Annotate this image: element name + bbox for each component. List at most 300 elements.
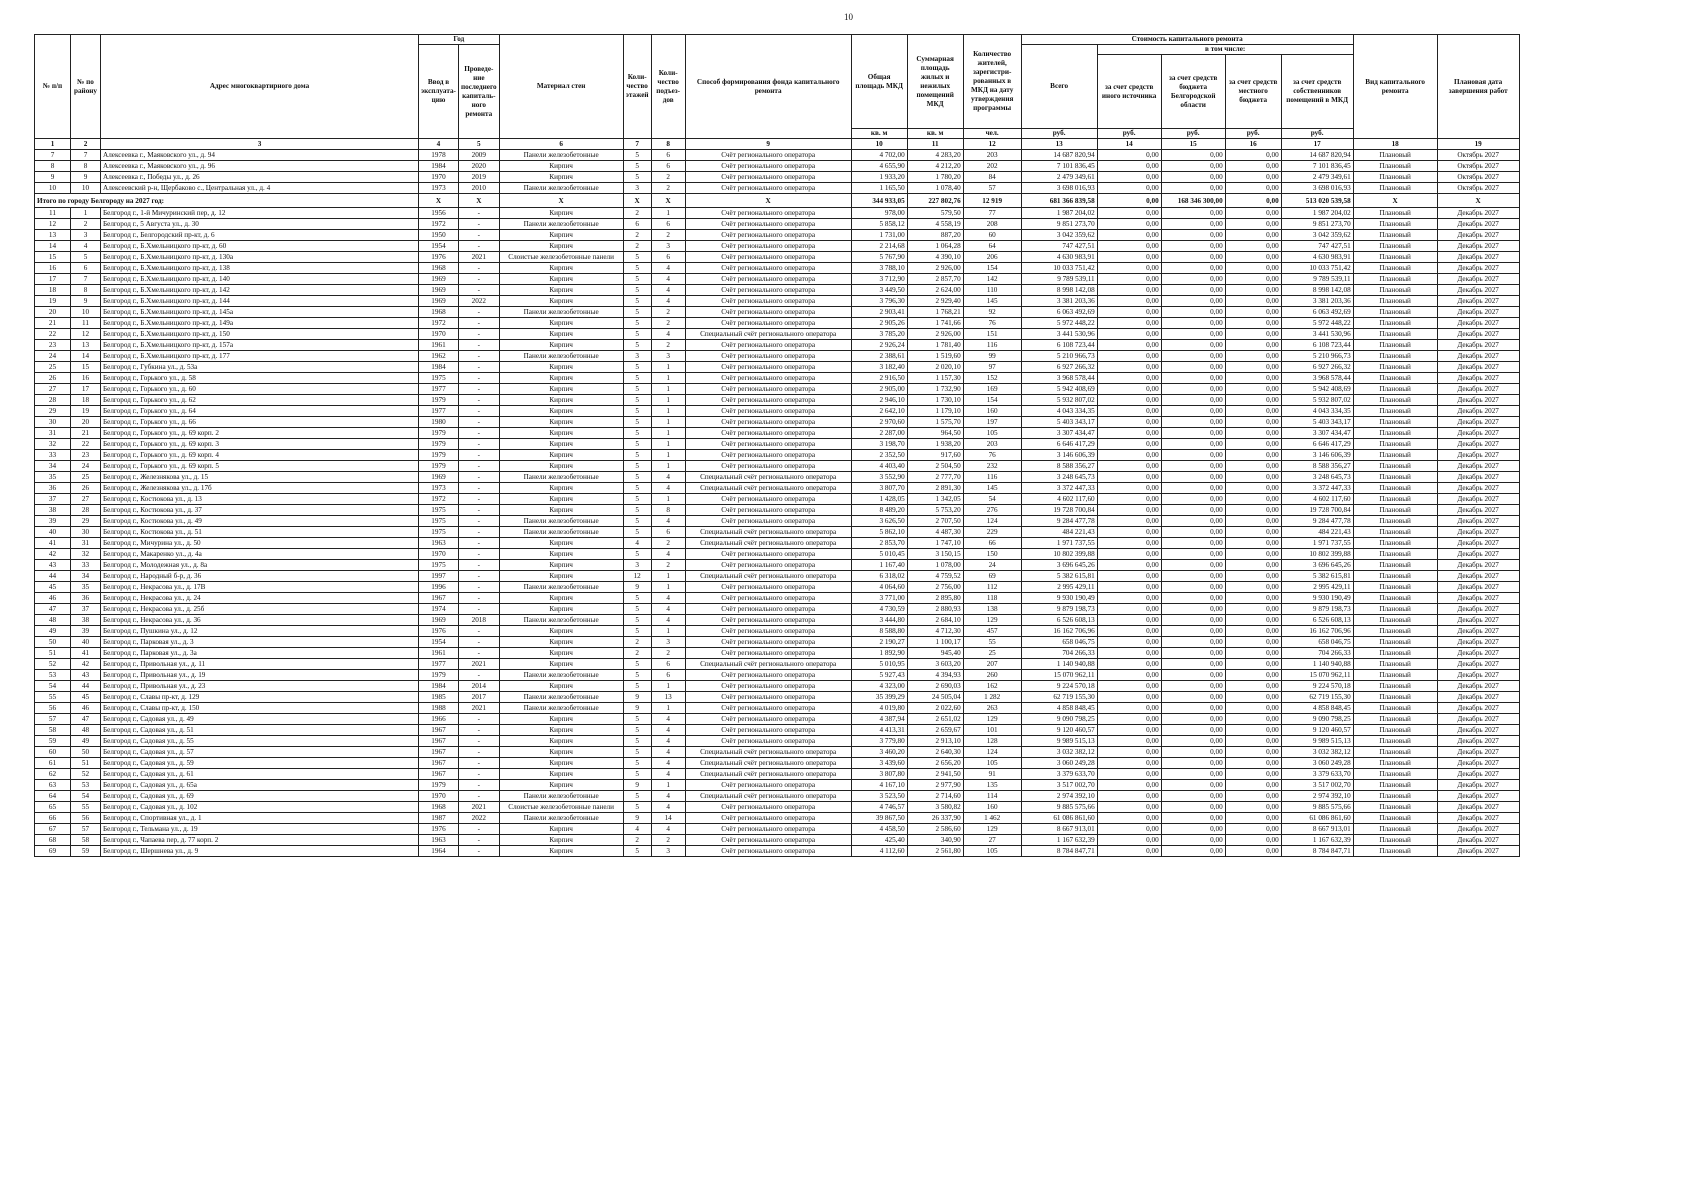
table-cell: Панели железобетонные: [499, 183, 623, 194]
table-cell: 10 802 399,88: [1281, 549, 1353, 560]
table-cell: 0,00: [1097, 183, 1161, 194]
table-cell: 0,00: [1097, 659, 1161, 670]
table-cell: 26: [35, 373, 71, 384]
table-cell: 5: [623, 417, 651, 428]
table-cell: -: [458, 835, 499, 846]
table-cell: 0,00: [1097, 461, 1161, 472]
table-cell: Белгород г., Садовая ул., д. 59: [101, 758, 419, 769]
table-cell: 16: [35, 263, 71, 274]
table-cell: 6 108 723,44: [1021, 340, 1097, 351]
table-cell: -: [458, 351, 499, 362]
table-cell: 7: [71, 150, 101, 161]
table-cell: 1 732,90: [907, 384, 963, 395]
table-row: [35, 494, 1520, 505]
table-cell: -: [458, 417, 499, 428]
table-cell: 3 372 447,33: [1021, 483, 1097, 494]
table-row: [35, 296, 1520, 307]
table-cell: 3 248 645,73: [1021, 472, 1097, 483]
table-cell: 0,00: [1097, 351, 1161, 362]
table-cell: 5 932 807,02: [1281, 395, 1353, 406]
table-cell: 9 930 190,49: [1281, 593, 1353, 604]
table-cell: 32: [71, 549, 101, 560]
column-number: 3: [101, 139, 419, 150]
table-cell: Декабрь 2027: [1437, 219, 1519, 230]
table-cell: Декабрь 2027: [1437, 373, 1519, 384]
table-cell: -: [458, 824, 499, 835]
table-cell: 5: [623, 758, 651, 769]
table-cell: Белгород г., Тельмана ул., д. 19: [101, 824, 419, 835]
table-cell: Декабрь 2027: [1437, 296, 1519, 307]
table-cell: Счёт регионального оператора: [685, 172, 851, 183]
table-cell: Октябрь 2027: [1437, 183, 1519, 194]
table-cell: Счёт регионального оператора: [685, 395, 851, 406]
table-cell: 30: [35, 417, 71, 428]
table-cell: 2 690,03: [907, 681, 963, 692]
table-cell: 7 101 836,45: [1281, 161, 1353, 172]
table-cell: 0,00: [1097, 813, 1161, 824]
table-cell: 18: [35, 285, 71, 296]
table-cell: -: [458, 648, 499, 659]
table-cell: 1996: [419, 582, 459, 593]
total-cell: 513 020 539,58: [1281, 194, 1353, 208]
table-cell: Белгород г., Садовая ул., д. 65а: [101, 780, 419, 791]
table-cell: 0,00: [1097, 230, 1161, 241]
table-cell: Декабрь 2027: [1437, 648, 1519, 659]
table-cell: 2: [651, 183, 685, 194]
table-cell: 1984: [419, 161, 459, 172]
table-cell: Декабрь 2027: [1437, 703, 1519, 714]
table-cell: 1: [651, 780, 685, 791]
table-cell: 2: [623, 648, 651, 659]
table-cell: -: [458, 791, 499, 802]
table-cell: 4 283,20: [907, 150, 963, 161]
col-header-local-budget: за счет средств местного бюджета: [1225, 55, 1281, 129]
table-cell: 0,00: [1161, 329, 1225, 340]
table-cell: 0,00: [1161, 183, 1225, 194]
table-cell: 2 190,27: [851, 637, 907, 648]
table-cell: Счёт регионального оператора: [685, 150, 851, 161]
capital-repair-table-sheet: [34, 34, 1520, 857]
table-cell: 3 626,50: [851, 516, 907, 527]
table-cell: 232: [963, 461, 1021, 472]
table-cell: Декабрь 2027: [1437, 626, 1519, 637]
table-cell: 160: [963, 406, 1021, 417]
table-cell: 19: [35, 296, 71, 307]
table-cell: Плановый: [1353, 813, 1437, 824]
table-cell: 1967: [419, 736, 459, 747]
col-header-commissioning: Ввод в эксплуата-цию: [419, 45, 459, 139]
table-cell: 3: [623, 560, 651, 571]
table-cell: 0,00: [1225, 307, 1281, 318]
total-cell: X: [419, 194, 459, 208]
table-cell: 138: [963, 604, 1021, 615]
table-cell: Белгород г., Горького ул., д. 69 корп. 3: [101, 439, 419, 450]
table-cell: 2 777,70: [907, 472, 963, 483]
table-cell: Декабрь 2027: [1437, 483, 1519, 494]
table-cell: 5: [623, 626, 651, 637]
table-cell: Счёт регионального оператора: [685, 505, 851, 516]
table-cell: 2022: [458, 296, 499, 307]
table-cell: 2 926,00: [907, 263, 963, 274]
table-cell: 60: [963, 230, 1021, 241]
table-cell: Декабрь 2027: [1437, 406, 1519, 417]
table-cell: 0,00: [1161, 274, 1225, 285]
table-cell: Плановый: [1353, 769, 1437, 780]
table-cell: Плановый: [1353, 747, 1437, 758]
table-cell: 69: [35, 846, 71, 857]
table-cell: 0,00: [1097, 483, 1161, 494]
table-cell: 0,00: [1097, 373, 1161, 384]
table-cell: 8 784 847,71: [1281, 846, 1353, 857]
table-cell: 0,00: [1225, 758, 1281, 769]
table-cell: Панели железобетонные: [499, 150, 623, 161]
table-cell: Белгород г., Некрасова ул., д. 24: [101, 593, 419, 604]
table-cell: 11: [71, 318, 101, 329]
table-cell: -: [458, 549, 499, 560]
table-cell: 11: [35, 208, 71, 219]
table-cell: 4 390,10: [907, 252, 963, 263]
table-cell: 3 698 016,93: [1281, 183, 1353, 194]
table-cell: 0,00: [1225, 395, 1281, 406]
table-cell: 3: [651, 846, 685, 857]
table-cell: 2 926,00: [907, 329, 963, 340]
table-cell: Белгород г., Костюкова ул., д. 49: [101, 516, 419, 527]
table-cell: 124: [963, 516, 1021, 527]
column-number: 5: [458, 139, 499, 150]
table-cell: 3 460,20: [851, 747, 907, 758]
table-cell: 1: [651, 571, 685, 582]
table-cell: 1: [651, 362, 685, 373]
table-cell: 0,00: [1097, 263, 1161, 274]
table-cell: 52: [71, 769, 101, 780]
table-cell: Кирпич: [499, 571, 623, 582]
table-cell: Счёт регионального оператора: [685, 835, 851, 846]
table-cell: 8 588,80: [851, 626, 907, 637]
table-cell: 1: [651, 384, 685, 395]
table-cell: 0,00: [1225, 340, 1281, 351]
table-cell: Специальный счёт регионального оператора: [685, 747, 851, 758]
table-cell: 19 728 700,84: [1281, 505, 1353, 516]
table-cell: 0,00: [1097, 406, 1161, 417]
table-cell: 124: [963, 747, 1021, 758]
table-cell: 0,00: [1225, 208, 1281, 219]
table-cell: 1 078,40: [907, 183, 963, 194]
table-cell: 1963: [419, 538, 459, 549]
table-cell: Белгород г., Губкина ул., д. 53а: [101, 362, 419, 373]
table-cell: Кирпич: [499, 340, 623, 351]
table-cell: 0,00: [1161, 725, 1225, 736]
table-cell: Счёт регионального оператора: [685, 516, 851, 527]
table-cell: Специальный счёт регионального оператора: [685, 483, 851, 494]
table-cell: Декабрь 2027: [1437, 285, 1519, 296]
table-cell: 1 179,10: [907, 406, 963, 417]
table-cell: 61 086 861,60: [1021, 813, 1097, 824]
table-cell: Плановый: [1353, 571, 1437, 582]
table-cell: 2 970,60: [851, 417, 907, 428]
table-cell: Специальный счёт регионального оператора: [685, 769, 851, 780]
table-cell: Плановый: [1353, 692, 1437, 703]
table-cell: 0,00: [1161, 461, 1225, 472]
table-cell: 64: [35, 791, 71, 802]
table-cell: 5: [623, 494, 651, 505]
table-cell: 3 779,80: [851, 736, 907, 747]
table-cell: 3 307 434,47: [1281, 428, 1353, 439]
table-cell: 1954: [419, 637, 459, 648]
table-cell: 0,00: [1161, 428, 1225, 439]
table-cell: 0,00: [1225, 428, 1281, 439]
table-cell: -: [458, 527, 499, 538]
table-cell: 50: [71, 747, 101, 758]
table-cell: 2: [651, 318, 685, 329]
table-cell: 0,00: [1097, 450, 1161, 461]
table-cell: 5: [623, 747, 651, 758]
table-cell: Плановый: [1353, 439, 1437, 450]
table-cell: 945,40: [907, 648, 963, 659]
table-cell: 1980: [419, 417, 459, 428]
table-cell: 12: [35, 219, 71, 230]
table-cell: 10 033 751,42: [1021, 263, 1097, 274]
table-cell: 1975: [419, 560, 459, 571]
table-cell: 5 972 448,22: [1021, 318, 1097, 329]
table-cell: 0,00: [1161, 813, 1225, 824]
table-cell: 0,00: [1225, 593, 1281, 604]
table-cell: Счёт регионального оператора: [685, 824, 851, 835]
table-cell: Белгород г., Костюкова ул., д. 13: [101, 494, 419, 505]
table-cell: 5: [623, 615, 651, 626]
table-cell: 0,00: [1225, 296, 1281, 307]
table-cell: 1974: [419, 604, 459, 615]
table-cell: Специальный счёт регионального оператора: [685, 329, 851, 340]
table-cell: 13: [71, 340, 101, 351]
table-cell: 0,00: [1225, 351, 1281, 362]
table-cell: Кирпич: [499, 461, 623, 472]
table-cell: 5 753,20: [907, 505, 963, 516]
table-cell: 68: [35, 835, 71, 846]
table-cell: 1979: [419, 428, 459, 439]
table-cell: 1970: [419, 172, 459, 183]
table-cell: 3 580,82: [907, 802, 963, 813]
table-cell: 1: [651, 428, 685, 439]
table-cell: 2 624,00: [907, 285, 963, 296]
table-cell: Декабрь 2027: [1437, 384, 1519, 395]
table-cell: 1954: [419, 241, 459, 252]
table-cell: 208: [963, 219, 1021, 230]
table-cell: Кирпич: [499, 604, 623, 615]
table-cell: Плановый: [1353, 791, 1437, 802]
table-cell: Счёт регионального оператора: [685, 549, 851, 560]
table-cell: 0,00: [1097, 758, 1161, 769]
table-cell: Слоистые железобетонные панели: [499, 252, 623, 263]
table-cell: 4: [651, 747, 685, 758]
table-row: [35, 582, 1520, 593]
table-cell: Белгород г., Б.Хмельницкого пр-кт, д. 138: [101, 263, 419, 274]
table-cell: 0,00: [1161, 296, 1225, 307]
table-cell: 4: [651, 516, 685, 527]
table-cell: Декабрь 2027: [1437, 747, 1519, 758]
table-cell: Кирпич: [499, 318, 623, 329]
table-cell: Кирпич: [499, 296, 623, 307]
table-cell: 0,00: [1161, 571, 1225, 582]
table-cell: 0,00: [1225, 461, 1281, 472]
table-cell: 0,00: [1097, 340, 1161, 351]
col-header-premises-area: Суммарная площадь жилых и нежилых помещений МКД: [907, 35, 963, 129]
table-cell: 0,00: [1225, 582, 1281, 593]
table-cell: 0,00: [1225, 219, 1281, 230]
table-cell: Белгород г., Привольная ул., д. 23: [101, 681, 419, 692]
table-cell: -: [458, 505, 499, 516]
table-cell: 1977: [419, 406, 459, 417]
table-cell: Белгород г., Костюкова ул., д. 37: [101, 505, 419, 516]
table-cell: 2 905,26: [851, 318, 907, 329]
table-cell: -: [458, 670, 499, 681]
table-cell: 28: [35, 395, 71, 406]
table-cell: 5: [623, 527, 651, 538]
table-cell: 5 010,45: [851, 549, 907, 560]
table-cell: 0,00: [1097, 494, 1161, 505]
table-cell: 18: [71, 395, 101, 406]
table-cell: 1987: [419, 813, 459, 824]
table-cell: 1969: [419, 615, 459, 626]
table-cell: 8 588 356,27: [1281, 461, 1353, 472]
table-cell: 0,00: [1225, 538, 1281, 549]
table-cell: Декабрь 2027: [1437, 252, 1519, 263]
table-cell: 0,00: [1161, 769, 1225, 780]
table-cell: 5: [623, 406, 651, 417]
table-row: [35, 274, 1520, 285]
table-cell: Счёт регионального оператора: [685, 725, 851, 736]
table-cell: 2 640,30: [907, 747, 963, 758]
table-cell: 0,00: [1161, 637, 1225, 648]
table-cell: 41: [35, 538, 71, 549]
table-cell: Белгород г., Садовая ул., д. 61: [101, 769, 419, 780]
table-cell: 1988: [419, 703, 459, 714]
table-cell: Плановый: [1353, 780, 1437, 791]
table-cell: 150: [963, 549, 1021, 560]
table-cell: Белгород г., 5 Августа ул., д. 30: [101, 219, 419, 230]
table-cell: 1975: [419, 373, 459, 384]
table-cell: Панели железобетонные: [499, 791, 623, 802]
table-cell: 25: [35, 362, 71, 373]
table-cell: 0,00: [1225, 549, 1281, 560]
table-cell: 1 064,28: [907, 241, 963, 252]
table-cell: 10 802 399,88: [1021, 549, 1097, 560]
table-cell: 1: [651, 373, 685, 384]
table-cell: 49: [35, 626, 71, 637]
table-cell: 2 756,00: [907, 582, 963, 593]
table-cell: 2: [651, 172, 685, 183]
table-cell: 1967: [419, 747, 459, 758]
table-cell: 2 946,10: [851, 395, 907, 406]
col-header-including: в том числе:: [1097, 45, 1353, 55]
table-cell: Счёт регионального оператора: [685, 406, 851, 417]
table-cell: 5: [623, 681, 651, 692]
table-cell: 66: [35, 813, 71, 824]
table-cell: 3 042 359,62: [1281, 230, 1353, 241]
table-cell: 53: [71, 780, 101, 791]
table-cell: 0,00: [1225, 714, 1281, 725]
table-cell: 65: [35, 802, 71, 813]
table-cell: 4 458,50: [851, 824, 907, 835]
table-row: [35, 670, 1520, 681]
table-cell: 0,00: [1225, 780, 1281, 791]
table-cell: Плановый: [1353, 835, 1437, 846]
capital-repair-table: [34, 34, 1520, 857]
table-cell: 3 807,70: [851, 483, 907, 494]
table-cell: 207: [963, 659, 1021, 670]
table-cell: 5: [623, 263, 651, 274]
table-cell: Плановый: [1353, 615, 1437, 626]
unit-rub: руб.: [1097, 129, 1161, 139]
table-cell: 0,00: [1161, 681, 1225, 692]
table-cell: 1 078,00: [907, 560, 963, 571]
table-cell: 0,00: [1097, 846, 1161, 857]
table-cell: 2 853,70: [851, 538, 907, 549]
table-cell: 5: [623, 172, 651, 183]
table-cell: Кирпич: [499, 494, 623, 505]
table-cell: 2: [651, 307, 685, 318]
table-cell: 6 063 492,69: [1281, 307, 1353, 318]
table-cell: 4 212,20: [907, 161, 963, 172]
table-cell: Белгород г., Б.Хмельницкого пр-кт, д. 150: [101, 329, 419, 340]
table-cell: 32: [35, 439, 71, 450]
table-cell: Белгород г., Горького ул., д. 69 корп. 2: [101, 428, 419, 439]
table-cell: 6: [651, 161, 685, 172]
table-cell: 40: [35, 527, 71, 538]
table-cell: 129: [963, 824, 1021, 835]
table-cell: 0,00: [1097, 791, 1161, 802]
table-cell: 1973: [419, 483, 459, 494]
table-row: [35, 780, 1520, 791]
table-cell: 9 879 198,73: [1281, 604, 1353, 615]
table-cell: Декабрь 2027: [1437, 241, 1519, 252]
table-cell: 0,00: [1097, 417, 1161, 428]
table-cell: 1: [651, 703, 685, 714]
table-cell: 0,00: [1225, 318, 1281, 329]
table-cell: Октябрь 2027: [1437, 150, 1519, 161]
table-cell: 15: [71, 362, 101, 373]
table-cell: -: [458, 637, 499, 648]
table-cell: 3 796,30: [851, 296, 907, 307]
table-cell: -: [458, 747, 499, 758]
table-cell: 44: [71, 681, 101, 692]
table-cell: 1975: [419, 516, 459, 527]
table-cell: Счёт регионального оператора: [685, 362, 851, 373]
table-cell: 0,00: [1225, 703, 1281, 714]
table-cell: -: [458, 241, 499, 252]
col-header-floors: Коли-чество этажей: [623, 35, 651, 139]
table-cell: 0,00: [1225, 747, 1281, 758]
table-cell: 3 146 606,39: [1281, 450, 1353, 461]
table-cell: 53: [35, 670, 71, 681]
table-cell: 4 413,31: [851, 725, 907, 736]
table-cell: 4 403,40: [851, 461, 907, 472]
table-cell: 457: [963, 626, 1021, 637]
table-cell: 1968: [419, 307, 459, 318]
column-number-row: [35, 139, 1520, 150]
table-cell: Плановый: [1353, 549, 1437, 560]
table-cell: 0,00: [1225, 615, 1281, 626]
table-cell: 1984: [419, 362, 459, 373]
table-cell: 0,00: [1097, 516, 1161, 527]
total-label: Итого по городу Белгороду на 2027 год:: [35, 194, 419, 208]
table-cell: 6 526 608,13: [1021, 615, 1097, 626]
table-cell: Счёт регионального оператора: [685, 384, 851, 395]
table-cell: 24 505,04: [907, 692, 963, 703]
table-cell: Белгород г., Горького ул., д. 62: [101, 395, 419, 406]
table-cell: 105: [963, 428, 1021, 439]
table-cell: Декабрь 2027: [1437, 780, 1519, 791]
table-cell: 2 656,20: [907, 758, 963, 769]
